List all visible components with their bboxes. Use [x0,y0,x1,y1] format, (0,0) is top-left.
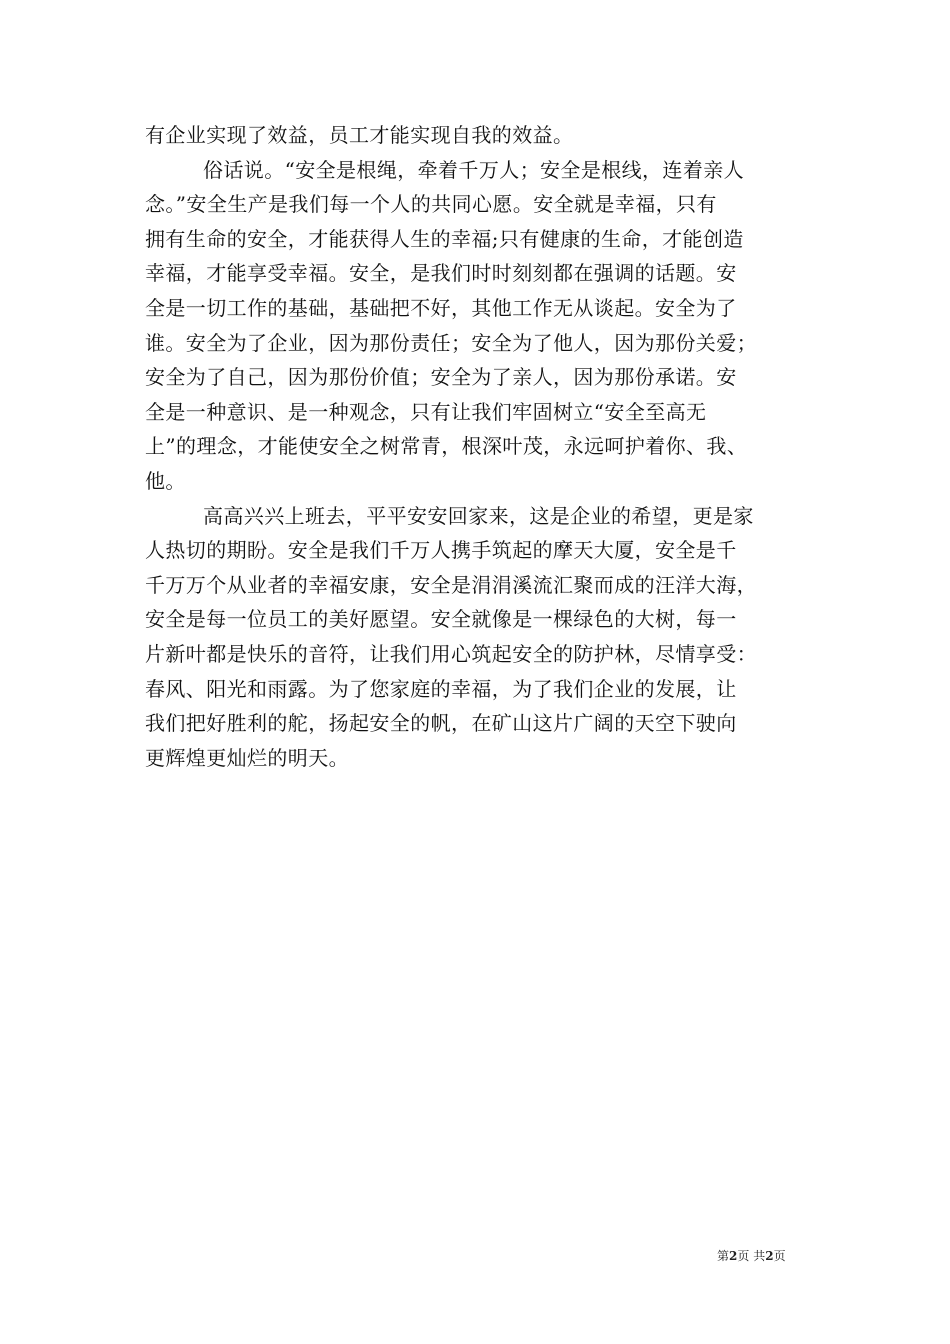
paragraph-2-line-2: 念。”安全生产是我们每一个人的共同心愿。安全就是幸福，只有 [145,192,717,217]
paragraph-2-line-10: 他。 [145,468,186,493]
paragraph-2-line-5: 全是一切工作的基础，基础把不好，其他工作无从谈起。安全为了 [145,295,737,320]
paragraph-1-line-1: 有企业实现了效益，员工才能实现自我的效益。 [145,123,574,147]
paragraph-2-line-4: 幸福，才能享受幸福。安全，是我们时时刻刻都在强调的话题。安 [145,261,737,286]
paragraph-3-line-7: 我们把好胜利的舵，扬起安全的帆，在矿山这片广阔的天空下驶向 [145,711,737,736]
paragraph-3-line-6: 春风、阳光和雨露。为了您家庭的幸福，为了我们企业的发展，让 [145,676,737,701]
paragraph-3-line-4: 安全是每一位员工的美好愿望。安全就像是一棵绿色的大树，每一 [145,607,737,632]
page-footer [717,1248,786,1264]
paragraph-2-line-3: 拥有生命的安全，才能获得人生的幸福;只有健康的生命，才能创造 [145,226,744,251]
paragraph-3-line-5: 片新叶都是快乐的音符，让我们用心筑起安全的防护林，尽情享受： [145,641,757,666]
paragraph-3-line-2: 人热切的期盼。安全是我们千万人携手筑起的摩天大厦，安全是千 [145,538,737,563]
paragraph-2-line-9: 上”的理念，才能使安全之树常青，根深叶茂，永远呵护着你、我、 [145,434,748,459]
body-text [145,118,817,775]
paragraph-3-line-1: 高高兴兴上班去，平平安安回家来，这是企业的希望，更是家 [203,503,754,528]
paragraph-3-line-3: 千万万个从业者的幸福安康，安全是涓涓溪流汇聚而成的汪洋大海， [145,572,757,597]
paragraph-2-line-7: 安全为了自己，因为那份价值；安全为了亲人，因为那份承诺。安 [145,365,737,390]
footer-middle: 页 共 [737,1249,766,1263]
paragraph-2-line-6: 谁。安全为了企业，因为那份责任；安全为了他人，因为那份关爱； [145,330,757,355]
footer-current-page: 2 [729,1249,738,1263]
paragraph-2-line-8: 全是一种意识、是一种观念，只有让我们牢固树立“安全至高无 [145,399,707,424]
paragraph-2-line-1: 俗话说。“安全是根绳，牵着千万人；安全是根线，连着亲人 [203,157,745,182]
paragraph-3-line-8: 更辉煌更灿烂的明天。 [145,745,349,770]
footer-prefix: 第 [717,1249,730,1263]
footer-suffix: 页 [773,1249,786,1263]
footer-total-pages: 2 [765,1249,774,1263]
